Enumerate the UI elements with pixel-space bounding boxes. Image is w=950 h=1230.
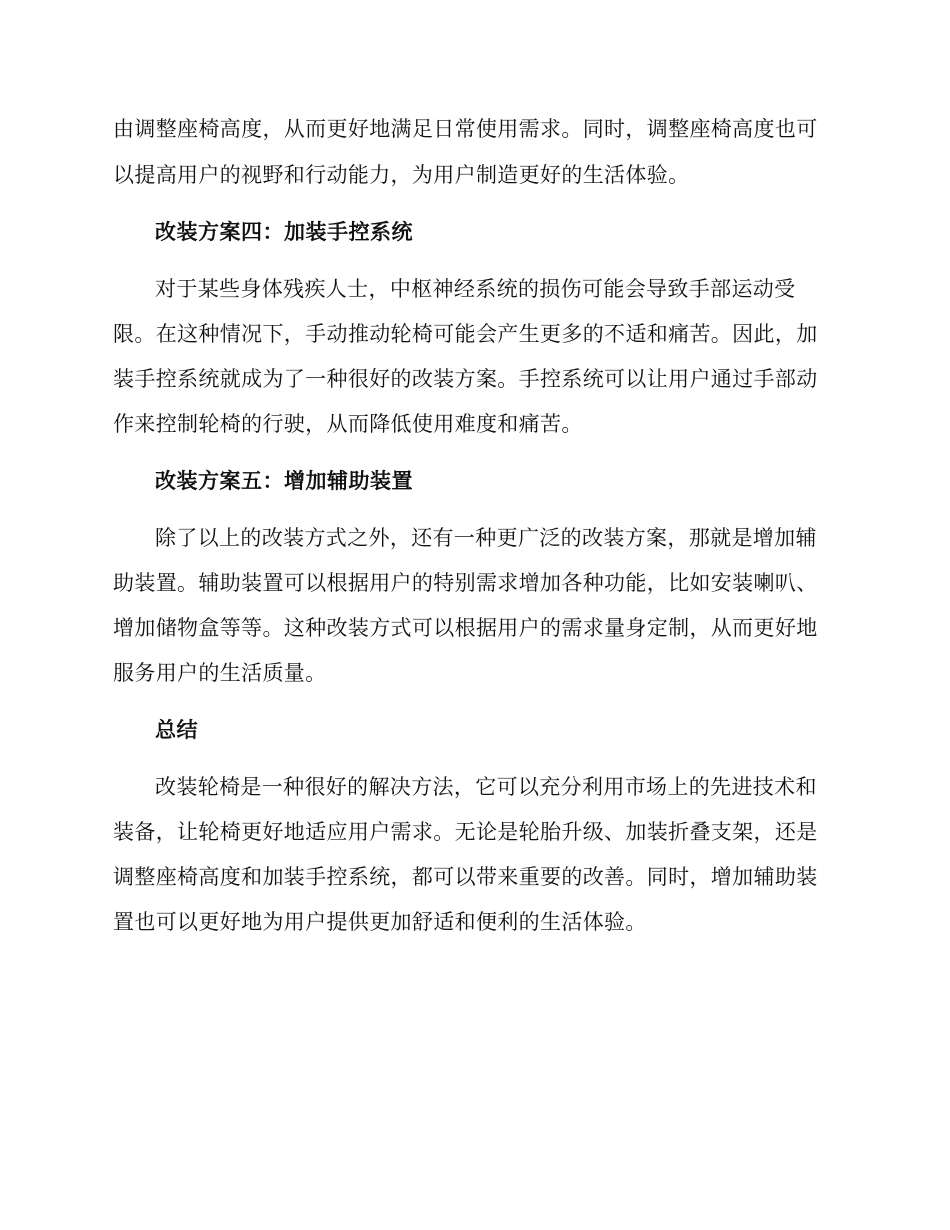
section-heading: 改装方案五：增加辅助装置	[155, 469, 413, 493]
paragraph-line: 增加储物盒等等。这种改装方式可以根据用户的需求量身定制，从而更好地	[113, 616, 818, 640]
paragraph-line: 作来控制轮椅的行驶，从而降低使用难度和痛苦。	[113, 412, 583, 436]
paragraph-line: 助装置。辅助装置可以根据用户的特别需求增加各种功能，比如安装喇叭、	[113, 571, 818, 595]
section-heading: 改装方案四：加装手控系统	[155, 220, 413, 244]
paragraph-line: 除了以上的改装方式之外，还有一种更广泛的改装方案，那就是增加辅	[155, 526, 817, 550]
paragraph-line: 装备，让轮椅更好地适应用户需求。无论是轮胎升级、加装折叠支架，还是	[113, 820, 818, 844]
paragraph-line: 由调整座椅高度，从而更好地满足日常使用需求。同时，调整座椅高度也可	[113, 117, 818, 141]
paragraph-line: 对于某些身体残疾人士，中枢神经系统的损伤可能会导致手部运动受	[155, 277, 796, 301]
paragraph-line: 置也可以更好地为用户提供更加舒适和便利的生活体验。	[113, 910, 647, 934]
paragraph-line: 装手控系统就成为了一种很好的改装方案。手控系统可以让用户通过手部动	[113, 367, 818, 391]
section-heading: 总结	[155, 718, 198, 742]
paragraph-line: 调整座椅高度和加装手控系统，都可以带来重要的改善。同时，增加辅助装	[113, 865, 818, 889]
paragraph-line: 限。在这种情况下，手动推动轮椅可能会产生更多的不适和痛苦。因此，加	[113, 322, 818, 346]
paragraph-line: 以提高用户的视野和行动能力，为用户制造更好的生活体验。	[113, 163, 690, 187]
paragraph-line: 改装轮椅是一种很好的解决方法，它可以充分利用市场上的先进技术和	[155, 775, 817, 799]
paragraph-line: 服务用户的生活质量。	[113, 661, 327, 685]
